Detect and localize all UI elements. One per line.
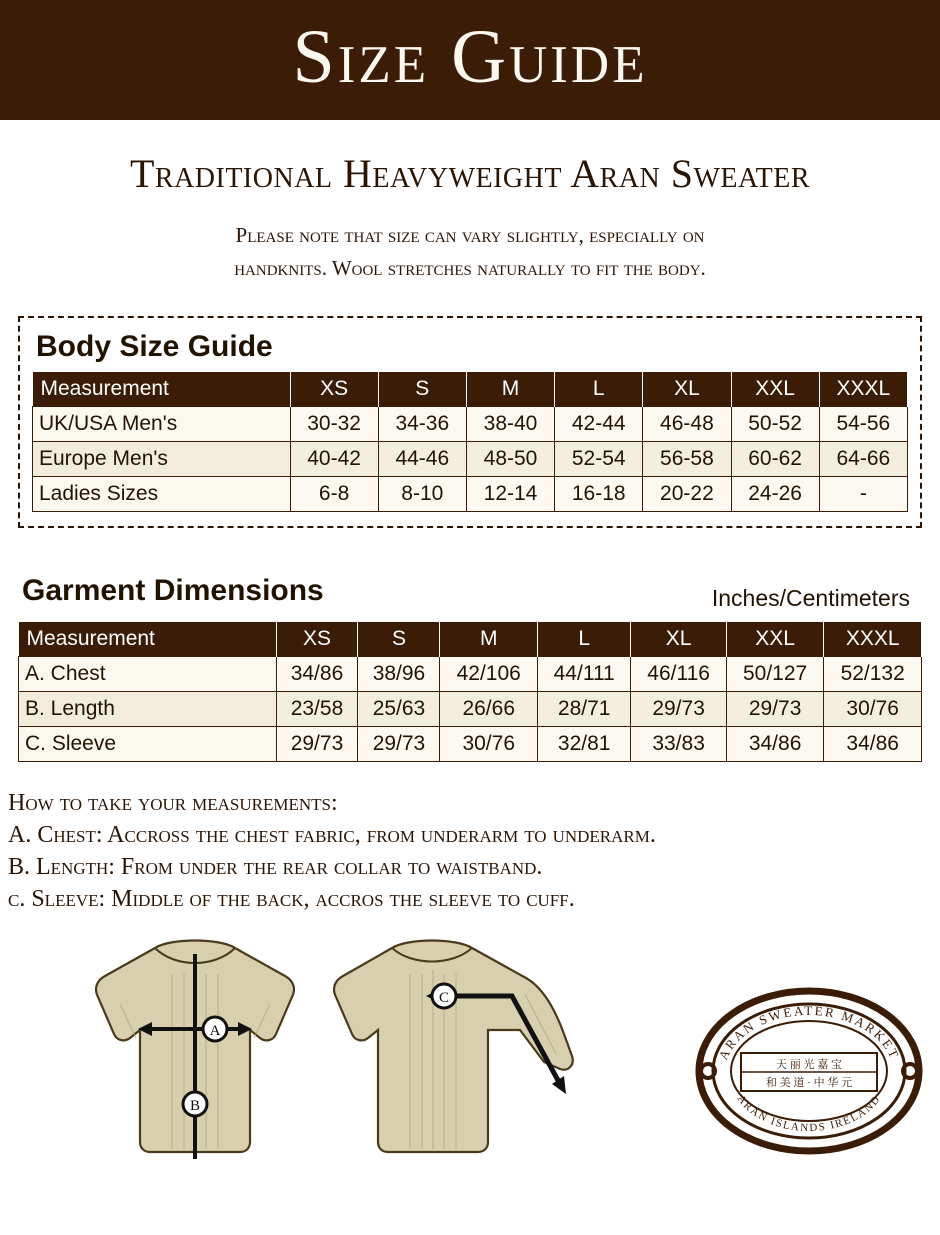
cell: 54-56: [819, 407, 907, 442]
row-label: Ladies Sizes: [33, 477, 291, 512]
table-row: [33, 407, 908, 442]
column-header-m: M: [440, 622, 538, 657]
row-label: UK/USA Men's: [33, 407, 291, 442]
how-to-measure-chest: A. Chest: Accross the chest fabric, from underarm to underarm.: [8, 822, 656, 848]
marker-c-label: C: [438, 989, 450, 1006]
marker-b-label: B: [189, 1097, 201, 1114]
garment-dimensions-section: [18, 572, 922, 762]
note-line-1: Please note that size can vary slightly, especially on: [235, 223, 705, 247]
row-label: C. Sleeve: [19, 727, 277, 762]
cell: 46/116: [631, 657, 726, 692]
cell: 16-18: [555, 477, 643, 512]
how-to-measure-length: B. Length: From under the rear collar to waistband.: [8, 853, 543, 880]
column-header-measurement: Measurement: [19, 622, 277, 657]
page-title: Size Guide: [292, 15, 648, 99]
column-header-xs: XS: [276, 622, 358, 657]
cell: 44-46: [378, 442, 466, 477]
body-size-guide-title: Body Size Guide: [36, 330, 273, 364]
body-size-guide-table: [32, 372, 908, 512]
cell: 50/127: [726, 657, 824, 692]
garment-dimensions-title: Garment Dimensions: [22, 574, 324, 608]
table-row: [33, 477, 908, 512]
cell: 30/76: [440, 727, 538, 762]
sweater-front-illustration: [80, 934, 310, 1159]
column-header-l: L: [538, 622, 631, 657]
logo-top-text: ARAN SWEATER MARKET: [715, 1002, 903, 1062]
logo-bottom-text: ARAN ISLANDS IRELAND: [734, 1092, 884, 1134]
column-header-xxxl: XXXL: [824, 622, 922, 657]
column-header-s: S: [358, 622, 440, 657]
cell: -: [819, 477, 907, 512]
row-label: B. Length: [19, 692, 277, 727]
cell: 38-40: [466, 407, 554, 442]
sweater-back-illustration: [320, 934, 600, 1159]
cell: 29/73: [726, 692, 824, 727]
cell: 34/86: [276, 657, 358, 692]
cell: 52-54: [555, 442, 643, 477]
aran-sweater-market-logo: [694, 983, 924, 1158]
column-header-l: L: [555, 372, 643, 407]
column-header-m: M: [466, 372, 554, 407]
cell: 20-22: [643, 477, 731, 512]
page-header-banner: [0, 0, 940, 120]
column-header-measurement: Measurement: [33, 372, 291, 407]
cell: 60-62: [731, 442, 819, 477]
cell: 30-32: [290, 407, 378, 442]
cell: 28/71: [538, 692, 631, 727]
cell: 29/73: [358, 727, 440, 762]
cell: 8-10: [378, 477, 466, 512]
cell: 38/96: [358, 657, 440, 692]
marker-a-label: A: [209, 1022, 221, 1039]
cell: 25/63: [358, 692, 440, 727]
cell: 52/132: [824, 657, 922, 692]
cell: 34/86: [726, 727, 824, 762]
column-header-xl: XL: [631, 622, 726, 657]
cell: 40-42: [290, 442, 378, 477]
how-to-measure-section: [8, 788, 932, 916]
column-header-xl: XL: [643, 372, 731, 407]
cell: 42/106: [440, 657, 538, 692]
how-to-measure-heading: How to take your measurements:: [8, 790, 338, 817]
cell: 34-36: [378, 407, 466, 442]
table-row: [33, 442, 908, 477]
cell: 24-26: [731, 477, 819, 512]
table-row: [19, 692, 922, 727]
cell: 12-14: [466, 477, 554, 512]
column-header-xs: XS: [290, 372, 378, 407]
table-row: [19, 727, 922, 762]
column-header-xxl: XXL: [726, 622, 824, 657]
cell: 50-52: [731, 407, 819, 442]
cell: 26/66: [440, 692, 538, 727]
cell: 29/73: [276, 727, 358, 762]
cell: 34/86: [824, 727, 922, 762]
product-subtitle: Traditional Heavyweight Aran Sweater: [129, 151, 811, 196]
cell: 56-58: [643, 442, 731, 477]
garment-dimensions-table: [18, 622, 922, 762]
cell: 29/73: [631, 692, 726, 727]
column-header-xxl: XXL: [731, 372, 819, 407]
row-label: Europe Men's: [33, 442, 291, 477]
cell: 64-66: [819, 442, 907, 477]
cell: 48-50: [466, 442, 554, 477]
how-to-measure-sleeve: c. Sleeve: Middle of the back, accros the sleeve to cuff.: [8, 885, 575, 912]
table-row: [19, 657, 922, 692]
table-header-row: [19, 622, 922, 657]
cell: 44/111: [538, 657, 631, 692]
column-header-s: S: [378, 372, 466, 407]
cell: 42-44: [555, 407, 643, 442]
row-label: A. Chest: [19, 657, 277, 692]
cell: 33/83: [631, 727, 726, 762]
size-variation-note: [75, 219, 865, 284]
cell: 23/58: [276, 692, 358, 727]
garment-units-label: Inches/Centimeters: [711, 585, 910, 612]
cell: 30/76: [824, 692, 922, 727]
cell: 32/81: [538, 727, 631, 762]
body-size-guide-section: [18, 316, 922, 528]
column-header-xxxl: XXXL: [819, 372, 907, 407]
table-header-row: [33, 372, 908, 407]
cell: 6-8: [290, 477, 378, 512]
cell: 46-48: [643, 407, 731, 442]
garment-dimensions-header: [18, 572, 922, 616]
note-line-2: handknits. Wool stretches naturally to fit the body.: [234, 255, 706, 280]
logo-inner-text-line1: 天 丽 光 嘉 宝: [776, 1058, 842, 1071]
logo-inner-text-line2: 和 美 道 · 中 华 元: [765, 1076, 853, 1089]
measurement-illustrations: [0, 924, 940, 1154]
